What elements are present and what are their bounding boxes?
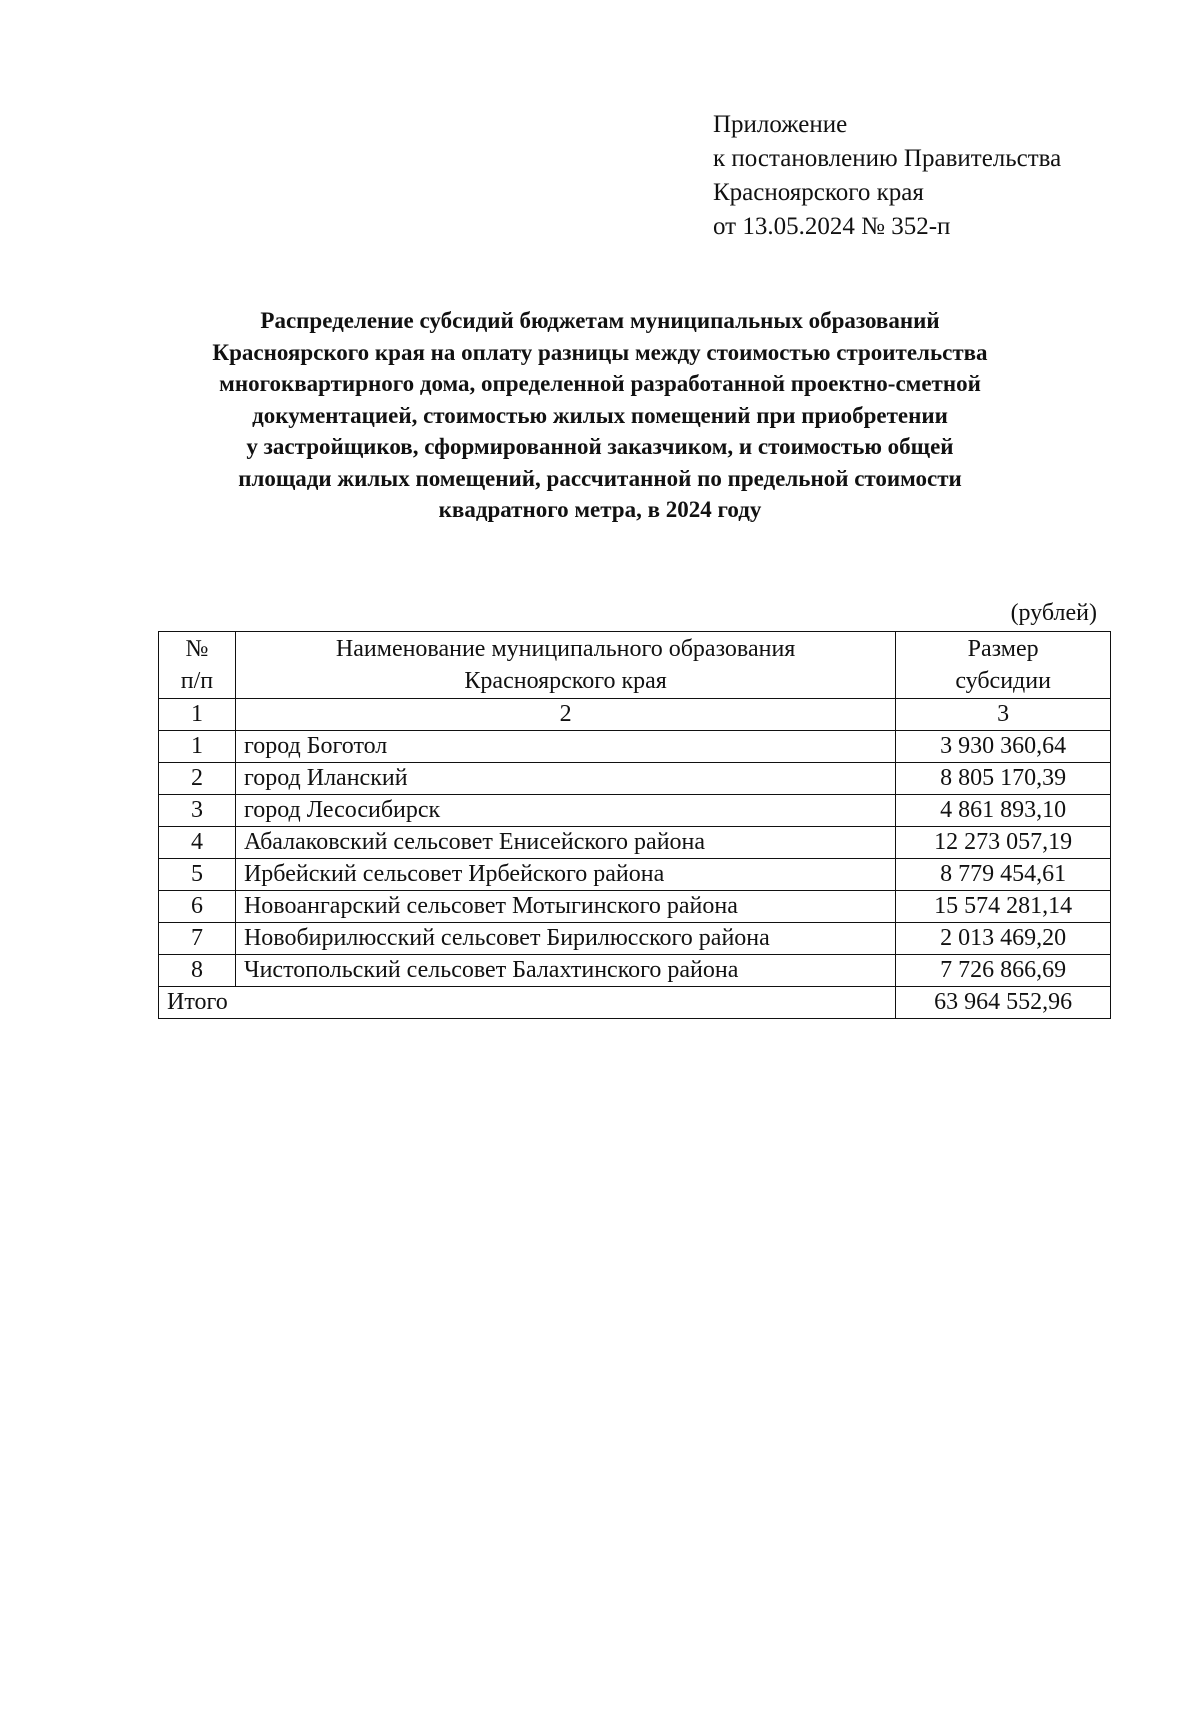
table-row [159,795,1111,827]
row-name: Новоангарский сельсовет Мотыгинского района [235,891,895,923]
row-amount: 8 779 454,61 [896,859,1111,891]
header-amount [896,632,1111,699]
title-line: многоквартирного дома, определенной разработанной проектно-сметной [219,371,981,396]
row-amount: 2 013 469,20 [896,923,1111,955]
units-label: (рублей) [1010,600,1097,626]
row-name: Чистопольский сельсовет Балахтинского района [235,955,895,987]
column-number: 3 [896,699,1111,731]
row-num: 2 [159,763,236,795]
appendix-block [713,108,1061,244]
row-amount: 4 861 893,10 [896,795,1111,827]
appendix-line: от 13.05.2024 № 352-п [713,213,951,240]
row-num: 6 [159,891,236,923]
title-line: документацией, стоимостью жилых помещений при приобретении [252,402,948,428]
total-label: Итого [159,987,896,1019]
row-name: город Боготол [235,731,895,763]
header-name [235,632,895,699]
header-num [159,632,236,699]
row-amount: 8 805 170,39 [896,763,1111,795]
appendix-line: Красноярского края [713,179,924,206]
column-number: 2 [235,699,895,731]
row-num: 4 [159,827,236,859]
title-line: Распределение субсидий бюджетам муниципальных образований [260,308,940,333]
row-amount: 3 930 360,64 [896,731,1111,763]
header-num-line1: № [185,636,209,662]
row-num: 5 [159,859,236,891]
header-amount-line2: субсидии [955,668,1051,694]
row-name: город Лесосибирск [235,795,895,827]
table-row [159,891,1111,923]
header-num-line2: п/п [180,668,214,694]
row-num: 3 [159,795,236,827]
header-amount-line1: Размер [967,636,1039,662]
row-num: 1 [159,731,236,763]
table-row [159,731,1111,763]
row-name: Ирбейский сельсовет Ирбейского района [235,859,895,891]
table-row [159,955,1111,987]
row-name: город Иланский [235,763,895,795]
row-amount: 12 273 057,19 [896,827,1111,859]
title-line: квадратного метра, в 2024 году [438,497,762,522]
table-row [159,827,1111,859]
row-num: 8 [159,955,236,987]
column-number: 1 [159,699,236,731]
title-line: площади жилых помещений, рассчитанной по предельной стоимости [238,465,962,491]
total-row [159,987,1111,1019]
header-name-line2: Красноярского края [464,668,667,694]
appendix-line: к постановлению Правительства [713,145,1062,172]
row-amount: 7 726 866,69 [896,955,1111,987]
table-header-row [159,632,1111,699]
total-amount: 63 964 552,96 [896,987,1111,1019]
title-line: Красноярского края на оплату разницы между стоимостью строительства [212,339,988,365]
row-name: Абалаковский сельсовет Енисейского района [235,827,895,859]
header-name-line1: Наименование муниципального образования [335,636,796,662]
row-name: Новобирилюсский сельсовет Бирилюсского района [235,923,895,955]
column-number-row [159,699,1111,731]
row-num: 7 [159,923,236,955]
row-amount: 15 574 281,14 [896,891,1111,923]
table-row [159,763,1111,795]
table-row [159,859,1111,891]
subsidies-table [158,631,1111,1019]
document-title [120,305,1080,526]
table-row [159,923,1111,955]
title-line: у застройщиков, сформированной заказчиком, и стоимостью общей [246,434,954,459]
appendix-line: Приложение [713,111,848,138]
